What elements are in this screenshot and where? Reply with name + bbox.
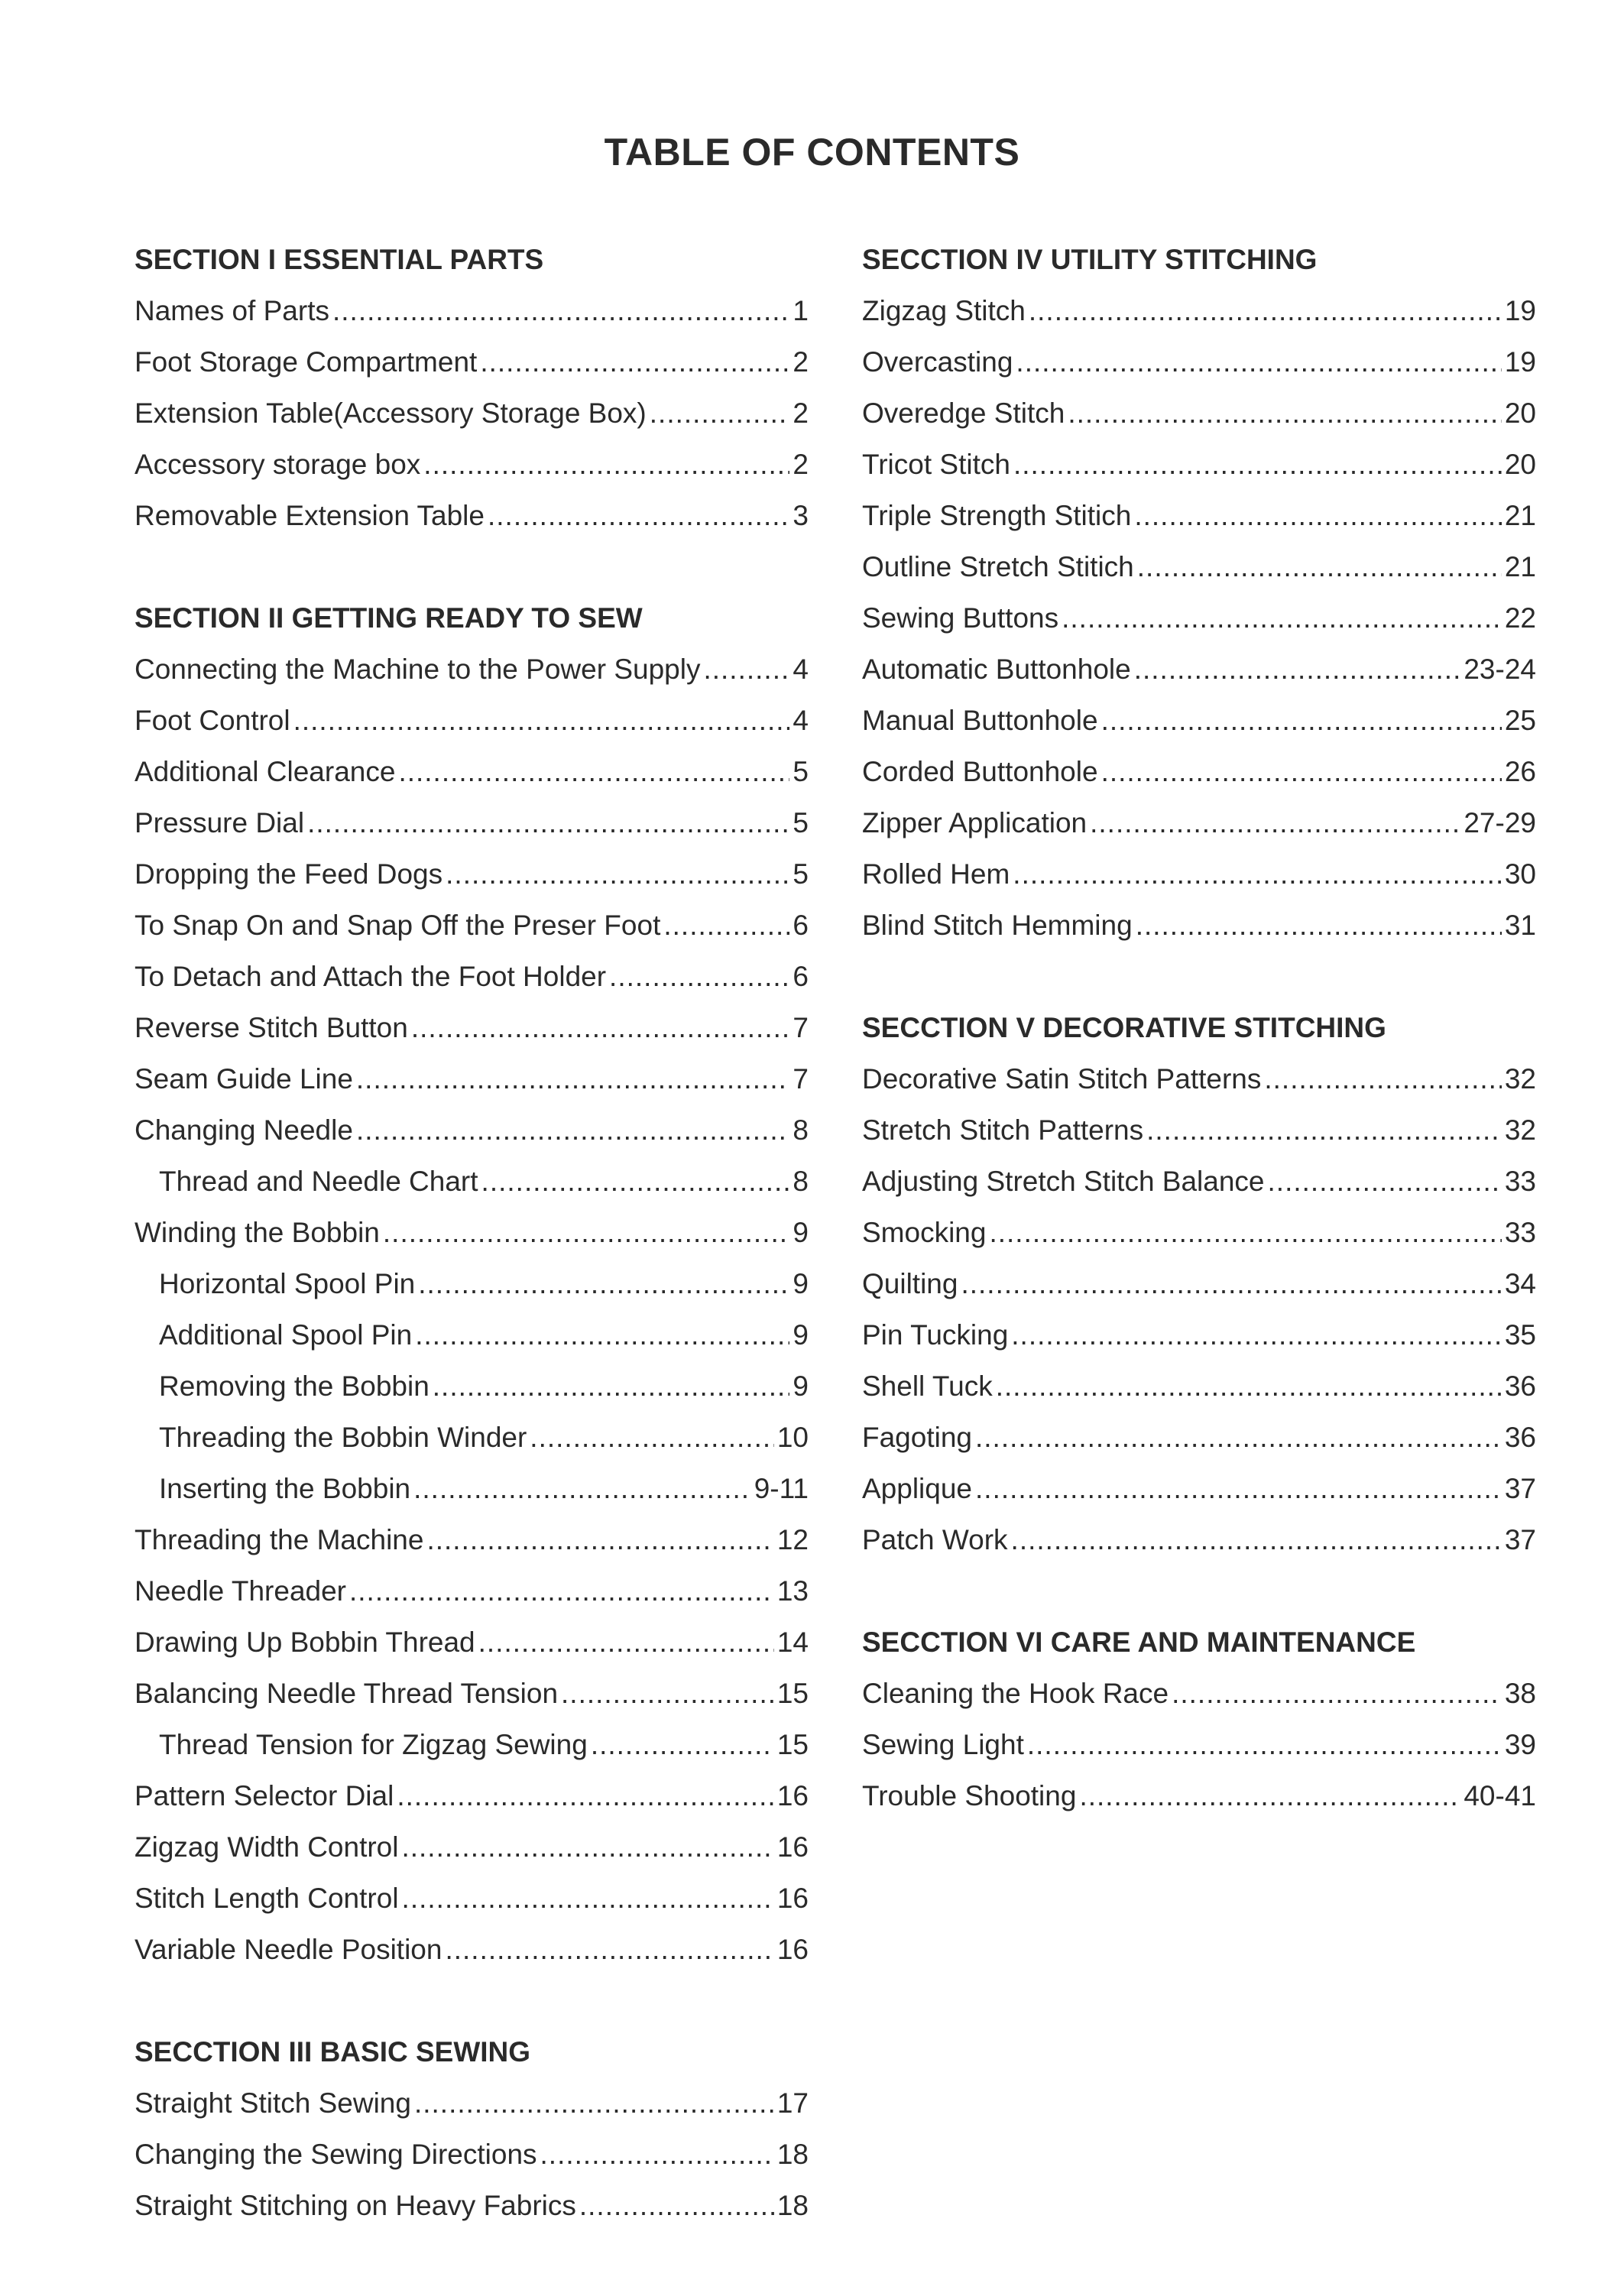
dot-leader xyxy=(398,746,789,797)
toc-entry-title: Blind Stitch Hemming xyxy=(862,910,1133,941)
dot-leader xyxy=(1134,490,1502,541)
toc-entry-changing-needle xyxy=(135,1104,809,1156)
toc-entry-page: 16 xyxy=(776,1934,809,1965)
toc-entry-page: 35 xyxy=(1504,1319,1536,1351)
toc-section-secction-v-decorative-stitching xyxy=(862,1002,1536,1565)
toc-entry-threading-the-machine xyxy=(135,1514,809,1565)
toc-entry-page: 17 xyxy=(776,2087,809,2119)
toc-entry-title: Reverse Stitch Button xyxy=(135,1012,408,1043)
toc-entry-title: Shell Tuck xyxy=(862,1370,993,1402)
toc-entry-title: Tricot Stitch xyxy=(862,449,1010,480)
toc-entry-title: Zigzag Stitch xyxy=(862,295,1026,326)
dot-leader xyxy=(307,797,789,848)
toc-entry-sewing-buttons xyxy=(862,592,1536,644)
toc-entry-page: 40-41 xyxy=(1464,1780,1536,1811)
toc-entry-seam-guide-line xyxy=(135,1053,809,1104)
dot-leader xyxy=(975,1412,1502,1463)
dot-leader xyxy=(383,1207,790,1258)
toc-entry-adjusting-stretch-stitch-balance xyxy=(862,1156,1536,1207)
toc-entry-extension-table-accessory-storage-box xyxy=(135,388,809,439)
toc-entry-title: Additional Clearance xyxy=(135,756,396,787)
toc-entry-smocking xyxy=(862,1207,1536,1258)
toc-entry-fagoting xyxy=(862,1412,1536,1463)
toc-entry-page: 9 xyxy=(793,1217,809,1248)
toc-entry-zigzag-width-control xyxy=(135,1821,809,1873)
dot-leader xyxy=(989,1207,1501,1258)
toc-entry-page: 33 xyxy=(1504,1166,1536,1197)
dot-leader xyxy=(530,1412,774,1463)
dot-leader xyxy=(650,388,790,439)
toc-section-secction-iv-utility-stitching xyxy=(862,234,1536,951)
dot-leader xyxy=(1062,592,1502,644)
dot-leader xyxy=(1027,1719,1502,1770)
toc-entry-title: Removable Extension Table xyxy=(135,500,485,531)
toc-entry-title: Patch Work xyxy=(862,1524,1008,1555)
toc-entry-title: Thread and Needle Chart xyxy=(159,1166,478,1197)
toc-entry-page: 37 xyxy=(1504,1473,1536,1504)
dot-leader xyxy=(415,1309,789,1361)
dot-leader xyxy=(561,1668,774,1719)
toc-entry-connecting-the-machine-to-the-power-supply xyxy=(135,644,809,695)
toc-entry-page: 6 xyxy=(793,910,809,941)
toc-entry-page: 30 xyxy=(1504,858,1536,890)
toc-entry-title: Straight Stitch Sewing xyxy=(135,2087,411,2119)
dot-leader xyxy=(1137,541,1502,592)
toc-entry-thread-and-needle-chart xyxy=(135,1156,809,1207)
dot-leader xyxy=(426,1514,773,1565)
toc-entry-winding-the-bobbin xyxy=(135,1207,809,1258)
toc-left-column xyxy=(135,234,809,2231)
toc-entry-dropping-the-feed-dogs xyxy=(135,848,809,900)
dot-leader xyxy=(1090,797,1460,848)
toc-entry-page: 2 xyxy=(793,449,809,480)
toc-entry-straight-stitching-on-heavy-fabrics xyxy=(135,2180,809,2231)
dot-leader xyxy=(1172,1668,1502,1719)
dot-leader xyxy=(1101,746,1502,797)
toc-entry-to-detach-and-attach-the-foot-holder xyxy=(135,951,809,1002)
section-heading: SECCTION V DECORATIVE STITCHING xyxy=(862,1012,1386,1043)
toc-entry-cleaning-the-hook-race xyxy=(862,1668,1536,1719)
dot-leader xyxy=(1101,695,1502,746)
dot-leader xyxy=(1146,1104,1502,1156)
dot-leader xyxy=(411,1002,790,1053)
dot-leader xyxy=(591,1719,774,1770)
dot-leader xyxy=(540,2129,774,2180)
dot-leader xyxy=(397,1770,774,1821)
toc-entry-title: Stretch Stitch Patterns xyxy=(862,1114,1144,1146)
toc-entry-removing-the-bobbin xyxy=(135,1361,809,1412)
toc-entry-page: 16 xyxy=(776,1780,809,1811)
toc-entry-page: 23-24 xyxy=(1464,654,1536,685)
toc-entry-inserting-the-bobbin xyxy=(135,1463,809,1514)
dot-leader xyxy=(1011,1514,1502,1565)
toc-entry-title: Balancing Needle Thread Tension xyxy=(135,1678,559,1709)
toc-entry-title: Winding the Bobbin xyxy=(135,1217,380,1248)
toc-entry-quilting xyxy=(862,1258,1536,1309)
toc-entry-title: To Detach and Attach the Foot Holder xyxy=(135,961,607,992)
toc-entry-blind-stitch-hemming xyxy=(862,900,1536,951)
dot-leader xyxy=(488,490,789,541)
toc-entry-title: Corded Buttonhole xyxy=(862,756,1098,787)
toc-entry-title: Rolled Hem xyxy=(862,858,1010,890)
toc-entry-page: 32 xyxy=(1504,1114,1536,1146)
dot-leader xyxy=(1268,1156,1502,1207)
toc-entry-page: 2 xyxy=(793,346,809,378)
toc-entry-title: Inserting the Bobbin xyxy=(159,1473,411,1504)
dot-leader xyxy=(1068,388,1502,439)
toc-entry-page: 9-11 xyxy=(754,1473,809,1504)
toc-entry-page: 7 xyxy=(793,1012,809,1043)
toc-entry-title: Fagoting xyxy=(862,1422,972,1453)
toc-entry-title: To Snap On and Snap Off the Preser Foot xyxy=(135,910,661,941)
toc-entry-changing-the-sewing-directions xyxy=(135,2129,809,2180)
toc-entry-title: Outline Stretch Stitich xyxy=(862,551,1134,582)
toc-entry-title: Adjusting Stretch Stitch Balance xyxy=(862,1166,1265,1197)
toc-entry-page: 37 xyxy=(1504,1524,1536,1555)
toc-entry-title: Manual Buttonhole xyxy=(862,705,1098,736)
toc-entry-applique xyxy=(862,1463,1536,1514)
toc-entry-reverse-stitch-button xyxy=(135,1002,809,1053)
toc-entry-page: 16 xyxy=(776,1831,809,1863)
toc-entry-title: Overedge Stitch xyxy=(862,397,1065,429)
toc-entry-foot-storage-compartment xyxy=(135,336,809,388)
section-heading: SECCTION VI CARE AND MAINTENANCE xyxy=(862,1627,1416,1658)
toc-entry-page: 1 xyxy=(793,295,809,326)
toc-entry-title: Pattern Selector Dial xyxy=(135,1780,394,1811)
toc-entry-title: Smocking xyxy=(862,1217,987,1248)
dot-leader xyxy=(961,1258,1501,1309)
toc-entry-page: 9 xyxy=(793,1319,809,1351)
toc-entry-page: 9 xyxy=(793,1268,809,1299)
toc-entry-page: 15 xyxy=(776,1729,809,1760)
toc-entry-page: 12 xyxy=(776,1524,809,1555)
toc-entry-title: Accessory storage box xyxy=(135,449,421,480)
toc-entry-pressure-dial xyxy=(135,797,809,848)
toc-entry-automatic-buttonhole xyxy=(862,644,1536,695)
toc-section-section-i-essential-parts xyxy=(135,234,809,541)
toc-entry-straight-stitch-sewing xyxy=(135,2077,809,2129)
toc-entry-to-snap-on-and-snap-off-the-preser-foot xyxy=(135,900,809,951)
toc-entry-title: Quilting xyxy=(862,1268,958,1299)
toc-entry-title: Decorative Satin Stitch Patterns xyxy=(862,1063,1262,1095)
toc-entry-title: Dropping the Feed Dogs xyxy=(135,858,443,890)
toc-entry-title: Stitch Length Control xyxy=(135,1883,399,1914)
dot-leader xyxy=(1136,900,1502,951)
dot-leader xyxy=(481,1156,790,1207)
toc-section-secction-iii-basic-sewing xyxy=(135,2026,809,2231)
toc-entry-title: Overcasting xyxy=(862,346,1013,378)
dot-leader xyxy=(1016,336,1501,388)
toc-entry-page: 20 xyxy=(1504,397,1536,429)
toc-entry-page: 39 xyxy=(1504,1729,1536,1760)
toc-section-secction-vi-care-and-maintenance xyxy=(862,1617,1536,1821)
toc-entry-page: 34 xyxy=(1504,1268,1536,1299)
toc-entry-page: 38 xyxy=(1504,1678,1536,1709)
toc-entry-title: Zipper Application xyxy=(862,807,1088,838)
dot-leader xyxy=(433,1361,790,1412)
toc-entry-additional-clearance xyxy=(135,746,809,797)
toc-entry-page: 25 xyxy=(1504,705,1536,736)
toc-entry-title: Seam Guide Line xyxy=(135,1063,353,1095)
toc-entry-zipper-application xyxy=(862,797,1536,848)
toc-entry-page: 20 xyxy=(1504,449,1536,480)
toc-entry-title: Cleaning the Hook Race xyxy=(862,1678,1169,1709)
toc-entry-page: 33 xyxy=(1504,1217,1536,1248)
toc-entry-stitch-length-control xyxy=(135,1873,809,1924)
dot-leader xyxy=(413,1463,751,1514)
toc-entry-title: Thread Tension for Zigzag Sewing xyxy=(159,1729,588,1760)
dot-leader xyxy=(445,1924,773,1975)
dot-leader xyxy=(975,1463,1502,1514)
toc-entry-page: 4 xyxy=(793,705,809,736)
toc-entry-additional-spool-pin xyxy=(135,1309,809,1361)
dot-leader xyxy=(446,848,789,900)
toc-entry-title: Threading the Bobbin Winder xyxy=(159,1422,527,1453)
toc-entry-page: 26 xyxy=(1504,756,1536,787)
toc-entry-title: Sewing Buttons xyxy=(862,602,1059,634)
toc-entry-pin-tucking xyxy=(862,1309,1536,1361)
toc-entry-page: 3 xyxy=(793,500,809,531)
dot-leader xyxy=(1134,644,1461,695)
toc-entry-page: 15 xyxy=(776,1678,809,1709)
toc-entry-title: Variable Needle Position xyxy=(135,1934,442,1965)
toc-entry-zigzag-stitch xyxy=(862,285,1536,336)
toc-entry-title: Pin Tucking xyxy=(862,1319,1009,1351)
toc-entry-page: 21 xyxy=(1504,500,1536,531)
toc-right-column xyxy=(862,234,1536,1821)
dot-leader xyxy=(1013,848,1502,900)
toc-entry-foot-control xyxy=(135,695,809,746)
toc-entry-title: Triple Strength Stitich xyxy=(862,500,1132,531)
toc-entry-overcasting xyxy=(862,336,1536,388)
page-title: TABLE OF CONTENTS xyxy=(604,131,1020,174)
dot-leader xyxy=(478,1617,774,1668)
toc-entry-title: Needle Threader xyxy=(135,1575,346,1607)
toc-entry-title: Zigzag Width Control xyxy=(135,1831,399,1863)
toc-entry-corded-buttonhole xyxy=(862,746,1536,797)
section-heading: SECCTION III BASIC SEWING xyxy=(135,2036,531,2068)
toc-entry-title: Automatic Buttonhole xyxy=(862,654,1131,685)
toc-entry-page: 18 xyxy=(776,2190,809,2221)
toc-entry-page: 16 xyxy=(776,1883,809,1914)
toc-entry-rolled-hem xyxy=(862,848,1536,900)
toc-entry-page: 6 xyxy=(793,961,809,992)
dot-leader xyxy=(663,900,789,951)
toc-entry-title: Trouble Shooting xyxy=(862,1780,1077,1811)
dot-leader xyxy=(401,1821,773,1873)
dot-leader xyxy=(1079,1770,1460,1821)
toc-entry-title: Names of Parts xyxy=(135,295,329,326)
toc-entry-title: Foot Control xyxy=(135,705,290,736)
toc-entry-drawing-up-bobbin-thread xyxy=(135,1617,809,1668)
toc-entry-page: 19 xyxy=(1504,295,1536,326)
toc-entry-page: 10 xyxy=(776,1422,809,1453)
toc-entry-title: Changing Needle xyxy=(135,1114,353,1146)
toc-entry-overedge-stitch xyxy=(862,388,1536,439)
toc-entry-page: 9 xyxy=(793,1370,809,1402)
toc-entry-page: 7 xyxy=(793,1063,809,1095)
toc-entry-title: Extension Table(Accessory Storage Box) xyxy=(135,397,647,429)
dot-leader xyxy=(423,439,789,490)
toc-entry-shell-tuck xyxy=(862,1361,1536,1412)
toc-entry-page: 21 xyxy=(1504,551,1536,582)
toc-entry-page: 5 xyxy=(793,807,809,838)
toc-entry-needle-threader xyxy=(135,1565,809,1617)
toc-entry-pattern-selector-dial xyxy=(135,1770,809,1821)
toc-entry-outline-stretch-stitich xyxy=(862,541,1536,592)
toc-entry-page: 2 xyxy=(793,397,809,429)
toc-entry-page: 31 xyxy=(1504,910,1536,941)
dot-leader xyxy=(1013,439,1502,490)
dot-leader xyxy=(418,1258,789,1309)
section-heading: SECTION I ESSENTIAL PARTS xyxy=(135,244,544,275)
toc-entry-variable-needle-position xyxy=(135,1924,809,1975)
dot-leader xyxy=(293,695,790,746)
dot-leader xyxy=(414,2077,774,2129)
dot-leader xyxy=(349,1565,774,1617)
toc-entry-page: 4 xyxy=(793,654,809,685)
toc-entry-title: Pressure Dial xyxy=(135,807,305,838)
toc-entry-title: Horizontal Spool Pin xyxy=(159,1268,416,1299)
dot-leader xyxy=(402,1873,774,1924)
toc-entry-title: Additional Spool Pin xyxy=(159,1319,413,1351)
dot-leader xyxy=(332,285,789,336)
toc-entry-removable-extension-table xyxy=(135,490,809,541)
toc-entry-page: 22 xyxy=(1504,602,1536,634)
toc-entry-trouble-shooting xyxy=(862,1770,1536,1821)
dot-leader xyxy=(1264,1053,1501,1104)
toc-entry-title: Sewing Light xyxy=(862,1729,1024,1760)
toc-entry-thread-tension-for-zigzag-sewing xyxy=(135,1719,809,1770)
toc-entry-accessory-storage-box xyxy=(135,439,809,490)
dot-leader xyxy=(579,2180,774,2231)
toc-entry-title: Changing the Sewing Directions xyxy=(135,2139,537,2170)
toc-entry-tricot-stitch xyxy=(862,439,1536,490)
toc-entry-page: 5 xyxy=(793,858,809,890)
toc-entry-page: 8 xyxy=(793,1166,809,1197)
toc-entry-title: Straight Stitching on Heavy Fabrics xyxy=(135,2190,576,2221)
dot-leader xyxy=(996,1361,1502,1412)
toc-entry-decorative-satin-stitch-patterns xyxy=(862,1053,1536,1104)
dot-leader xyxy=(609,951,789,1002)
section-heading: SECTION II GETTING READY TO SEW xyxy=(135,602,643,634)
toc-entry-page: 27-29 xyxy=(1464,807,1536,838)
toc-entry-horizontal-spool-pin xyxy=(135,1258,809,1309)
toc-entry-title: Connecting the Machine to the Power Supply xyxy=(135,654,701,685)
toc-entry-page: 13 xyxy=(776,1575,809,1607)
toc-entry-title: Threading the Machine xyxy=(135,1524,424,1555)
toc-entry-triple-strength-stitich xyxy=(862,490,1536,541)
toc-entry-patch-work xyxy=(862,1514,1536,1565)
dot-leader xyxy=(356,1053,790,1104)
toc-entry-page: 5 xyxy=(793,756,809,787)
toc-entry-balancing-needle-thread-tension xyxy=(135,1668,809,1719)
toc-entry-names-of-parts xyxy=(135,285,809,336)
toc-entry-page: 8 xyxy=(793,1114,809,1146)
toc-entry-manual-buttonhole xyxy=(862,695,1536,746)
dot-leader xyxy=(356,1104,789,1156)
toc-entry-page: 18 xyxy=(776,2139,809,2170)
toc-entry-title: Applique xyxy=(862,1473,973,1504)
toc-entry-threading-the-bobbin-winder xyxy=(135,1412,809,1463)
dot-leader xyxy=(703,644,789,695)
dot-leader xyxy=(480,336,789,388)
toc-entry-title: Drawing Up Bobbin Thread xyxy=(135,1627,475,1658)
toc-entry-page: 36 xyxy=(1504,1370,1536,1402)
toc-entry-sewing-light xyxy=(862,1719,1536,1770)
toc-entry-title: Foot Storage Compartment xyxy=(135,346,478,378)
toc-entry-page: 32 xyxy=(1504,1063,1536,1095)
dot-leader xyxy=(1011,1309,1502,1361)
toc-entry-page: 14 xyxy=(776,1627,809,1658)
toc-entry-page: 19 xyxy=(1504,346,1536,378)
section-heading: SECCTION IV UTILITY STITCHING xyxy=(862,244,1318,275)
dot-leader xyxy=(1029,285,1502,336)
toc-entry-page: 36 xyxy=(1504,1422,1536,1453)
toc-section-section-ii-getting-ready-to-sew xyxy=(135,592,809,1975)
toc-entry-title: Removing the Bobbin xyxy=(159,1370,430,1402)
toc-entry-stretch-stitch-patterns xyxy=(862,1104,1536,1156)
